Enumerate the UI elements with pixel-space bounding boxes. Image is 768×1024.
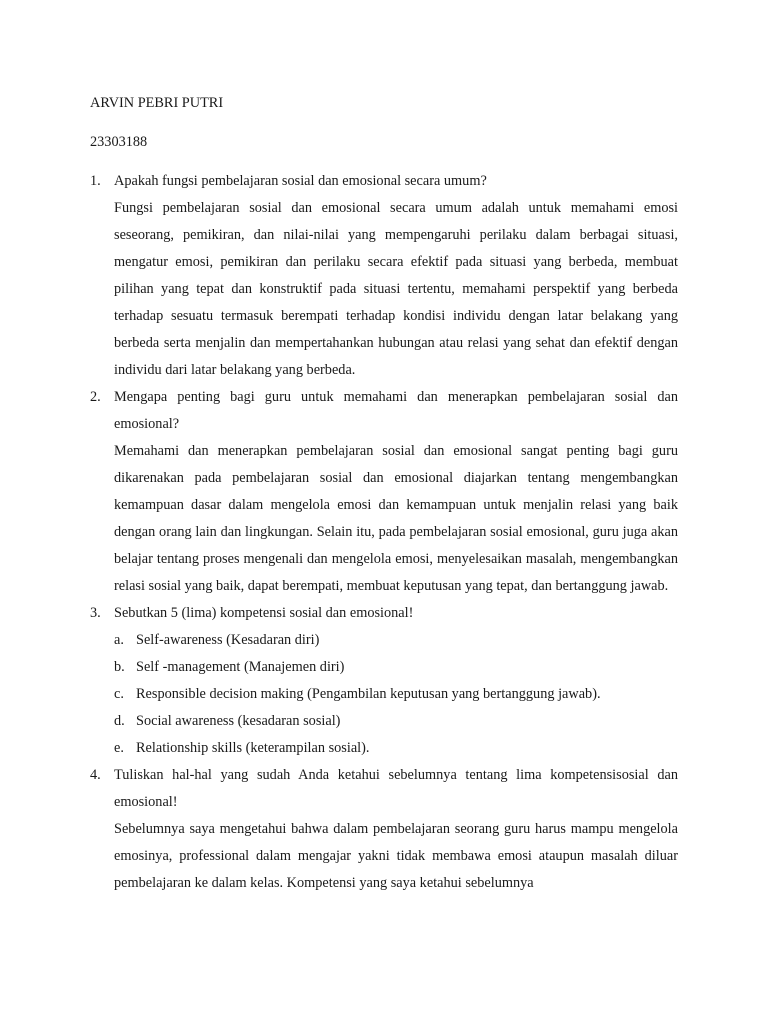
question-text: Apakah fungsi pembelajaran sosial dan emosional secara umum? (114, 173, 487, 189)
list-item (114, 627, 678, 654)
answer-text: Sebelumnya saya mengetahui bahwa dalam pembelajaran seorang guru harus mampu mengelola emosinya, professional dalam mengajar yakni tidak membawa emosi ataupun masalah diluar pembelajaran ke dalam kelas. Kompetensi yang saya ketahui sebelumnya (114, 821, 678, 891)
question-item (90, 168, 678, 384)
list-item-letter: d. (114, 713, 125, 729)
student-id: 23303188 (90, 134, 148, 150)
question-text: Sebutkan 5 (lima) kompetensi sosial dan emosional! (114, 605, 414, 621)
question-text: Mengapa penting bagi guru untuk memahami dan menerapkan pembelajaran sosial dan emosional? (114, 389, 678, 432)
list-item-letter: a. (114, 632, 124, 648)
list-item (114, 735, 678, 762)
list-item-text: Responsible decision making (Pengambilan keputusan yang bertanggung jawab). (136, 686, 601, 702)
list-item (114, 654, 678, 681)
author-name: ARVIN PEBRI PUTRI (90, 95, 224, 111)
competency-list (114, 627, 678, 762)
question-number: 1. (90, 173, 101, 189)
list-item-letter: b. (114, 659, 125, 675)
question-text: Tuliskan hal-hal yang sudah Anda ketahui sebelumnya tentang lima kompetensisosial dan emosional! (114, 767, 678, 810)
answer-text: Memahami dan menerapkan pembelajaran sosial dan emosional sangat penting bagi guru dikarenakan pada pembelajaran sosial dan emosional diajarkan tentang mengembangkan kemampuan dasar dalam mengelola emosi dan kemampuan untuk menjalin relasi yang baik dengan orang lain dan lingkungan. Selain itu, pada pembelajaran sosial emosional, guru juga akan belajar tentang proses mengenali dan mengelola emosi, menyelesaikan masalah, mengembangkan relasi sosial yang baik, dapat berempati, membuat keputusan yang tepat, dan bertanggung jawab. (114, 443, 678, 594)
question-number: 4. (90, 767, 101, 783)
list-item-letter: c. (114, 686, 124, 702)
question-number: 2. (90, 389, 101, 405)
list-item-text: Social awareness (kesadaran sosial) (136, 713, 341, 729)
question-number: 3. (90, 605, 101, 621)
list-item (114, 708, 678, 735)
answer-text: Fungsi pembelajaran sosial dan emosional secara umum adalah untuk memahami emosi seseorang, pemikiran, dan nilai-nilai yang mempengaruhi perilaku dalam berbagai situasi, mengatur emosi, pemikiran dan perilaku secara efektif pada situasi yang berbeda, membuat pilihan yang tepat dan konstruktif pada situasi tertentu, memahami perspektif yang berbeda terhadap sesuatu termasuk berempati terhadap kondisi individu dengan latar belakang yang berbeda serta menjalin dan mempertahankan hubungan atau relasi yang sehat dan efektif dengan individu dari latar belakang yang berbeda. (114, 200, 678, 378)
question-item (90, 600, 678, 762)
list-item-text: Relationship skills (keterampilan sosial). (136, 740, 370, 756)
list-item-letter: e. (114, 740, 124, 756)
list-item (114, 681, 678, 708)
list-item-text: Self-awareness (Kesadaran diri) (136, 632, 320, 648)
question-item (90, 762, 678, 897)
question-list (90, 168, 678, 897)
question-item (90, 384, 678, 600)
list-item-text: Self -management (Manajemen diri) (136, 659, 345, 675)
